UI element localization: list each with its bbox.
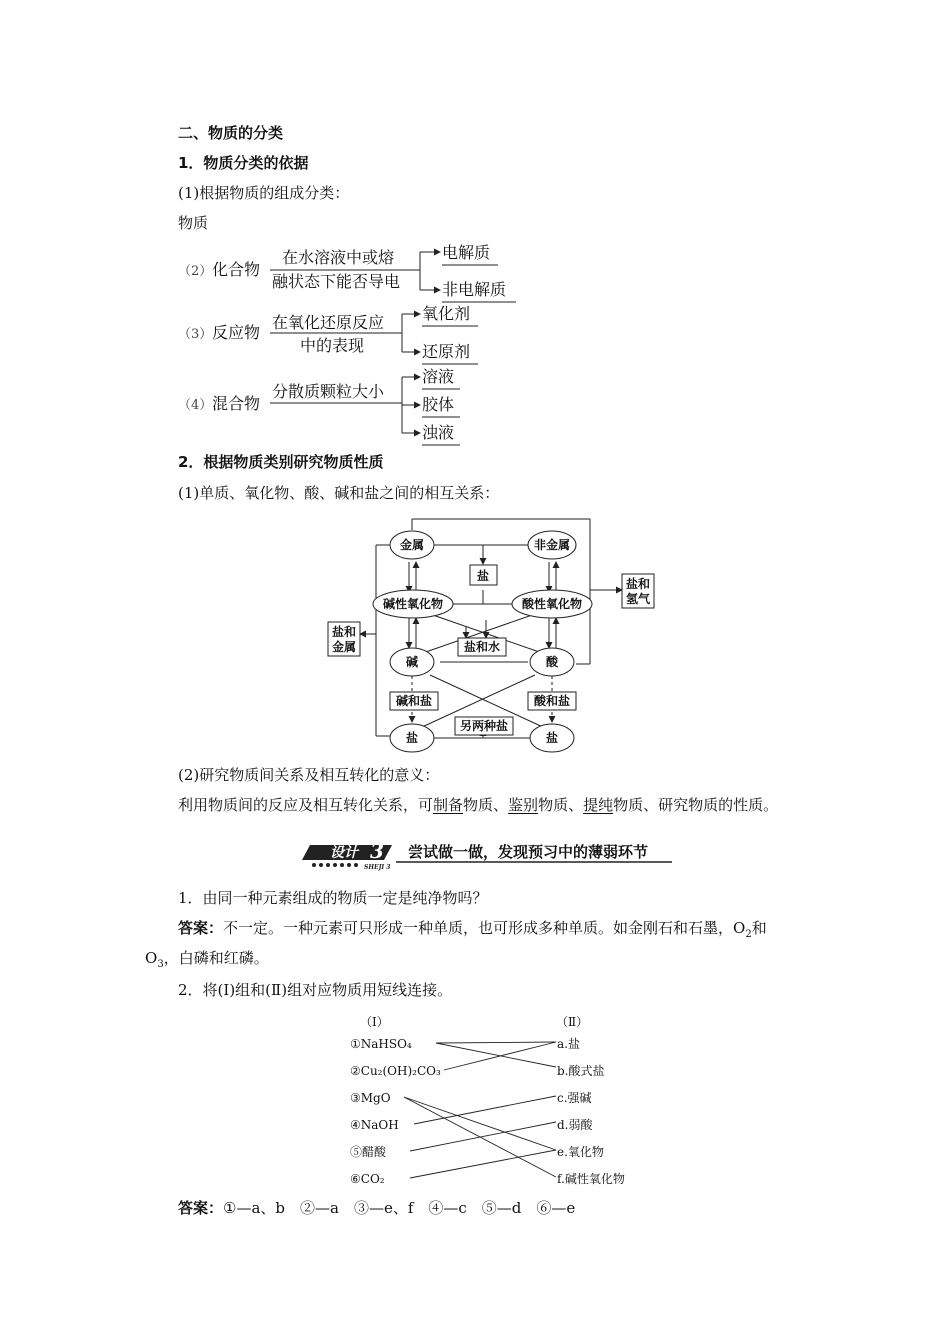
answer-1-line2 bbox=[145, 948, 269, 975]
meaning-pre: 利用物质间的反应及相互转化关系，可 bbox=[178, 796, 434, 814]
label-salt-h2-1: 盐和 bbox=[625, 577, 651, 591]
match-left-2: ②Cu₂(OH)₂CO₃ bbox=[350, 1064, 441, 1078]
tree-criterion-redox2: 中的表现 bbox=[300, 336, 365, 355]
tree-criterion-line1: 在水溶液中或熔 bbox=[282, 248, 395, 267]
s1-root: 物质 bbox=[178, 214, 209, 232]
meaning-word-purify: 提纯 bbox=[583, 796, 614, 814]
s1-subtitle: (1)根据物质的组成分类： bbox=[178, 184, 350, 202]
tree-num-4: （4） bbox=[178, 398, 213, 413]
answer-1-label: 答案： bbox=[178, 919, 224, 937]
label-nonmetal: 非金属 bbox=[533, 538, 571, 552]
match-header-left: （Ⅰ） bbox=[360, 1015, 389, 1029]
s2-title: 2．根据物质类别研究物质性质 bbox=[178, 453, 384, 471]
answer-1-sub1: 2 bbox=[745, 929, 752, 940]
label-two-salts: 另两种盐 bbox=[459, 719, 509, 733]
answer-1-text: 不一定。一种元素可只形成一种单质，也可形成多种单质。如金刚石和石墨，O bbox=[223, 919, 746, 937]
answer-2-text: ①—a、b ②—a ③—e、f ④—c ⑤—d ⑥—e bbox=[223, 1199, 576, 1217]
meaning-mid2: 物质、 bbox=[538, 796, 584, 814]
match-right-f: f.碱性氧化物 bbox=[557, 1172, 625, 1186]
section-title: 二、物质的分类 bbox=[178, 124, 284, 142]
label-acid: 酸 bbox=[545, 655, 559, 669]
label-salt-h2-2: 氢气 bbox=[625, 592, 651, 606]
tree-criterion-redox1: 在氧化还原反应 bbox=[272, 313, 385, 332]
meaning-post: 物质、研究物质的性质。 bbox=[613, 796, 779, 814]
tree-branch-oxidant: 氧化剂 bbox=[422, 304, 471, 323]
match-left-4: ④NaOH bbox=[350, 1118, 399, 1132]
banner-pinyin: SHEJI 3 bbox=[364, 864, 391, 871]
match-left-5: ⑤醋酸 bbox=[350, 1145, 387, 1159]
match-right-c: c.强碱 bbox=[557, 1091, 592, 1105]
answer-1 bbox=[178, 918, 767, 945]
meaning-sentence bbox=[178, 795, 778, 815]
label-metal: 金属 bbox=[399, 538, 425, 552]
label-salt-water: 盐和水 bbox=[463, 640, 501, 654]
tree-branch-reductant: 还原剂 bbox=[422, 342, 471, 361]
label-acid-salt: 酸和盐 bbox=[533, 694, 571, 708]
meaning-word-identify: 鉴别 bbox=[508, 796, 539, 814]
label-salt-top: 盐 bbox=[476, 569, 490, 583]
tree-lines bbox=[270, 252, 516, 445]
tree-name-compound: 化合物 bbox=[212, 260, 261, 279]
label-acidic-oxide: 酸性氧化物 bbox=[521, 597, 583, 611]
answer-2-label: 答案： bbox=[178, 1199, 224, 1217]
match-header-right: （Ⅱ） bbox=[556, 1015, 589, 1029]
match-left-6: ⑥CO₂ bbox=[350, 1172, 385, 1186]
label-salt-right: 盐 bbox=[545, 731, 559, 745]
banner-logo-num: 3 bbox=[370, 839, 384, 863]
s1-title: 1．物质分类的依据 bbox=[178, 154, 309, 172]
tree-name-reactant: 反应物 bbox=[212, 323, 261, 342]
answer-1-o3: O bbox=[145, 949, 158, 967]
question-2: 2．将(Ⅰ)组和(Ⅱ)组对应物质用短线连接。 bbox=[178, 981, 453, 999]
label-salt-metal-1: 盐和 bbox=[331, 625, 357, 639]
label-salt-left: 盐 bbox=[405, 731, 419, 745]
answer-1-rest: ，白磷和红磷。 bbox=[163, 949, 269, 967]
label-base: 碱 bbox=[405, 655, 419, 669]
match-left-3: ③MgO bbox=[350, 1091, 391, 1105]
label-salt-metal-2: 金属 bbox=[331, 640, 357, 654]
match-left-1: ①NaHSO₄ bbox=[350, 1037, 412, 1051]
answer-1-sub2: 3 bbox=[157, 959, 164, 970]
meaning-mid1: 物质、 bbox=[463, 796, 509, 814]
banner-logo-text: 设计 bbox=[330, 845, 358, 861]
tree-branch-colloid: 胶体 bbox=[422, 395, 455, 414]
tree-branch-solution: 溶液 bbox=[422, 367, 455, 386]
label-basic-oxide: 碱性氧化物 bbox=[382, 597, 444, 611]
match-right-a: a.盐 bbox=[557, 1037, 580, 1051]
meaning-word-prepare: 制备 bbox=[433, 796, 464, 814]
s2-subtitle: (1)单质、氧化物、酸、碱和盐之间的相互关系： bbox=[178, 484, 500, 502]
match-right-e: e.氧化物 bbox=[557, 1145, 604, 1159]
match-right-d: d.弱酸 bbox=[557, 1118, 593, 1132]
tree-name-mixture: 混合物 bbox=[212, 394, 261, 413]
question-1: 1．由同一种元素组成的物质一定是纯净物吗？ bbox=[178, 889, 488, 907]
answer-1-and: 和 bbox=[751, 919, 767, 937]
answer-2 bbox=[178, 1198, 575, 1218]
tree-num-3: （3） bbox=[178, 327, 213, 342]
tree-num-2: （2） bbox=[178, 264, 213, 279]
s2-subtitle-2: (2)研究物质间关系及相互转化的意义： bbox=[178, 766, 440, 784]
tree-branch-suspension: 浊液 bbox=[422, 423, 455, 442]
tree-criterion-line2: 融状态下能否导电 bbox=[272, 272, 401, 291]
label-base-salt: 碱和盐 bbox=[395, 694, 433, 708]
tree-branch-nonelectrolyte: 非电解质 bbox=[442, 280, 507, 299]
match-right-b: b.酸式盐 bbox=[557, 1064, 605, 1078]
tree-branch-electrolyte: 电解质 bbox=[442, 243, 491, 262]
banner-text: 尝试做一做，发现预习中的薄弱环节 bbox=[408, 843, 649, 861]
tree-criterion-size: 分散质颗粒大小 bbox=[272, 382, 385, 401]
